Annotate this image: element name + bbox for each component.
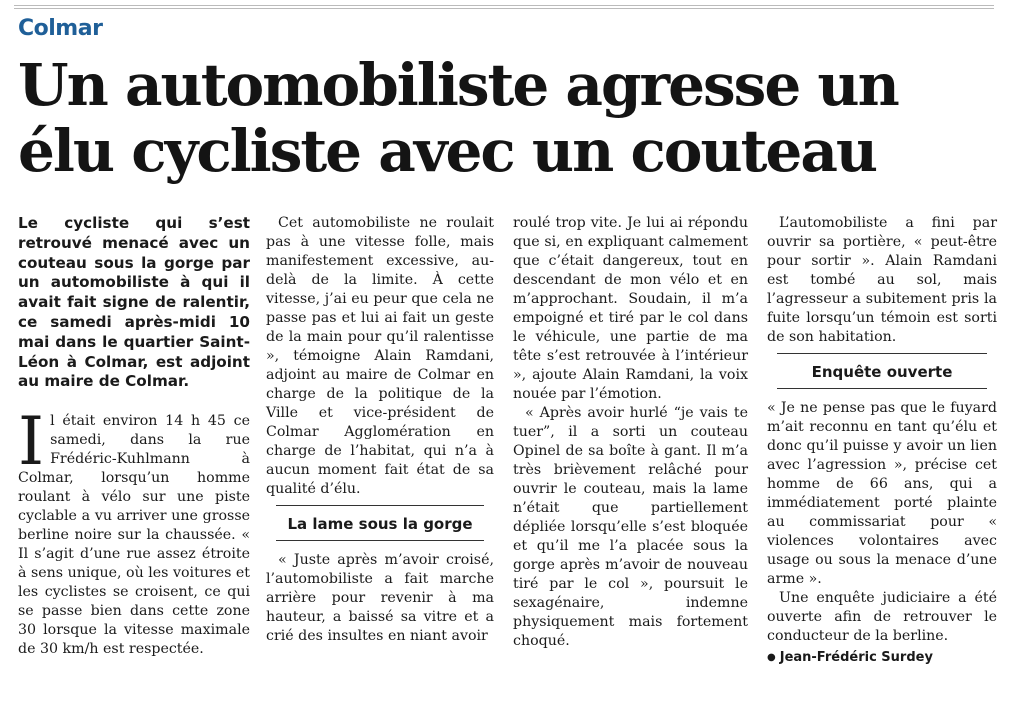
body-paragraph: « Je ne pense pas que le fuyard m’ait reconnu en tant qu’élu et donc qu’il puisse y avoir un lien avec l’agression », précise cet homme de 66 ans, qui a immédiatement porté plainte au commissariat pour « violences volontaires avec usage ou sous la menace d’une arme ». <box>767 400 997 587</box>
article-lede: Le cycliste qui s’est retrouvé menacé avec un couteau sous la gorge par un automobiliste à qui il avait fait signe de ralentir, ce samedi après-midi 10 mai dans le quartier Saint-Léon à Colmar, est adjoint au maire de Colmar. <box>18 214 250 391</box>
body-paragraph: roulé trop vite. Je lui ai répondu que si, en expliquant calmement que c’était dangereux, tout en descendant de mon vélo et en m’approchant. Soudain, il m’a empoigné et tiré par le col dans le véhicule, une partie de ma tête s’est retrouvée à l’intérieur », ajoute Alain Ramdani, la voix nouée par l’émotion. <box>513 215 748 402</box>
column-4 <box>767 214 997 667</box>
column-1 <box>18 214 250 659</box>
author-name: Jean-Frédéric Surdey <box>779 650 933 665</box>
body-paragraph: « Juste après m’avoir croisé, l’automobiliste a fait marche arrière pour revenir à ma hauteur, a baissé sa vitre et a crié des insultes en niant avoir <box>266 552 494 644</box>
author-byline <box>767 648 997 667</box>
column-2 <box>266 214 494 646</box>
subheading: La lame sous la gorge <box>276 505 484 541</box>
subheading: Enquête ouverte <box>777 353 987 389</box>
body-paragraph: L’automobiliste a fini par ouvrir sa portière, « peut-être pour sortir ». Alain Ramdani est tombé au sol, mais l’agresseur a subitement pris la fuite lorsqu’un témoin est sorti de son habitation. <box>767 215 997 345</box>
article-headline: Un automobiliste agresse un élu cycliste avec un couteau <box>18 51 898 185</box>
bullet-icon: ● <box>767 652 776 663</box>
top-rule <box>14 5 994 6</box>
drop-cap: I <box>18 403 45 481</box>
body-paragraph: Cet automobiliste ne roulait pas à une vitesse folle, mais manifestement excessive, au-delà de la limite. À cette vitesse, j’ai eu peur que cela ne passe pas et lui ai fait un geste de la main pour qu’il ralentisse », témoigne Alain Ramdani, adjoint au maire de Colmar en charge de la politique de la Ville et vice-président de Colmar Agglomération en charge de l’habitat, qui n’a à aucun moment fait état de sa qualité d’élu. <box>266 215 494 497</box>
column-3 <box>513 214 748 651</box>
section-label: Colmar <box>18 16 103 41</box>
body-paragraph <box>18 403 250 659</box>
body-text: l était environ 14 h 45 ce samedi, dans la rue Frédéric-Kuhlmann à Colmar, lorsqu’un homme roulant à vélo sur une piste cyclable a vu arriver une grosse berline noire sur la chaussée. « Il s’agit d’une rue assez étroite à sens unique, où les voitures et les cyclistes se croisent, ce qui se passe bien dans cette zone 30 lorsque la vitesse maximale de 30 km/h est respectée. <box>18 413 250 658</box>
body-paragraph: Une enquête judiciaire a été ouverte afin de retrouver le conducteur de la berline. <box>767 590 997 644</box>
top-rule-second <box>14 8 994 9</box>
body-paragraph: « Après avoir hurlé “je vais te tuer”, il a sorti un couteau Opinel de sa boîte à gant. Il m’a très brièvement relâché pour ouvrir le couteau, mais la lame n’était que partiellement dépliée lorsqu’elle s’est bloquée et qu’il me l’a placée sous la gorge après m’avoir de nouveau tiré par le col », poursuit le sexagénaire, indemne physiquement mais fortement choqué. <box>513 405 748 649</box>
